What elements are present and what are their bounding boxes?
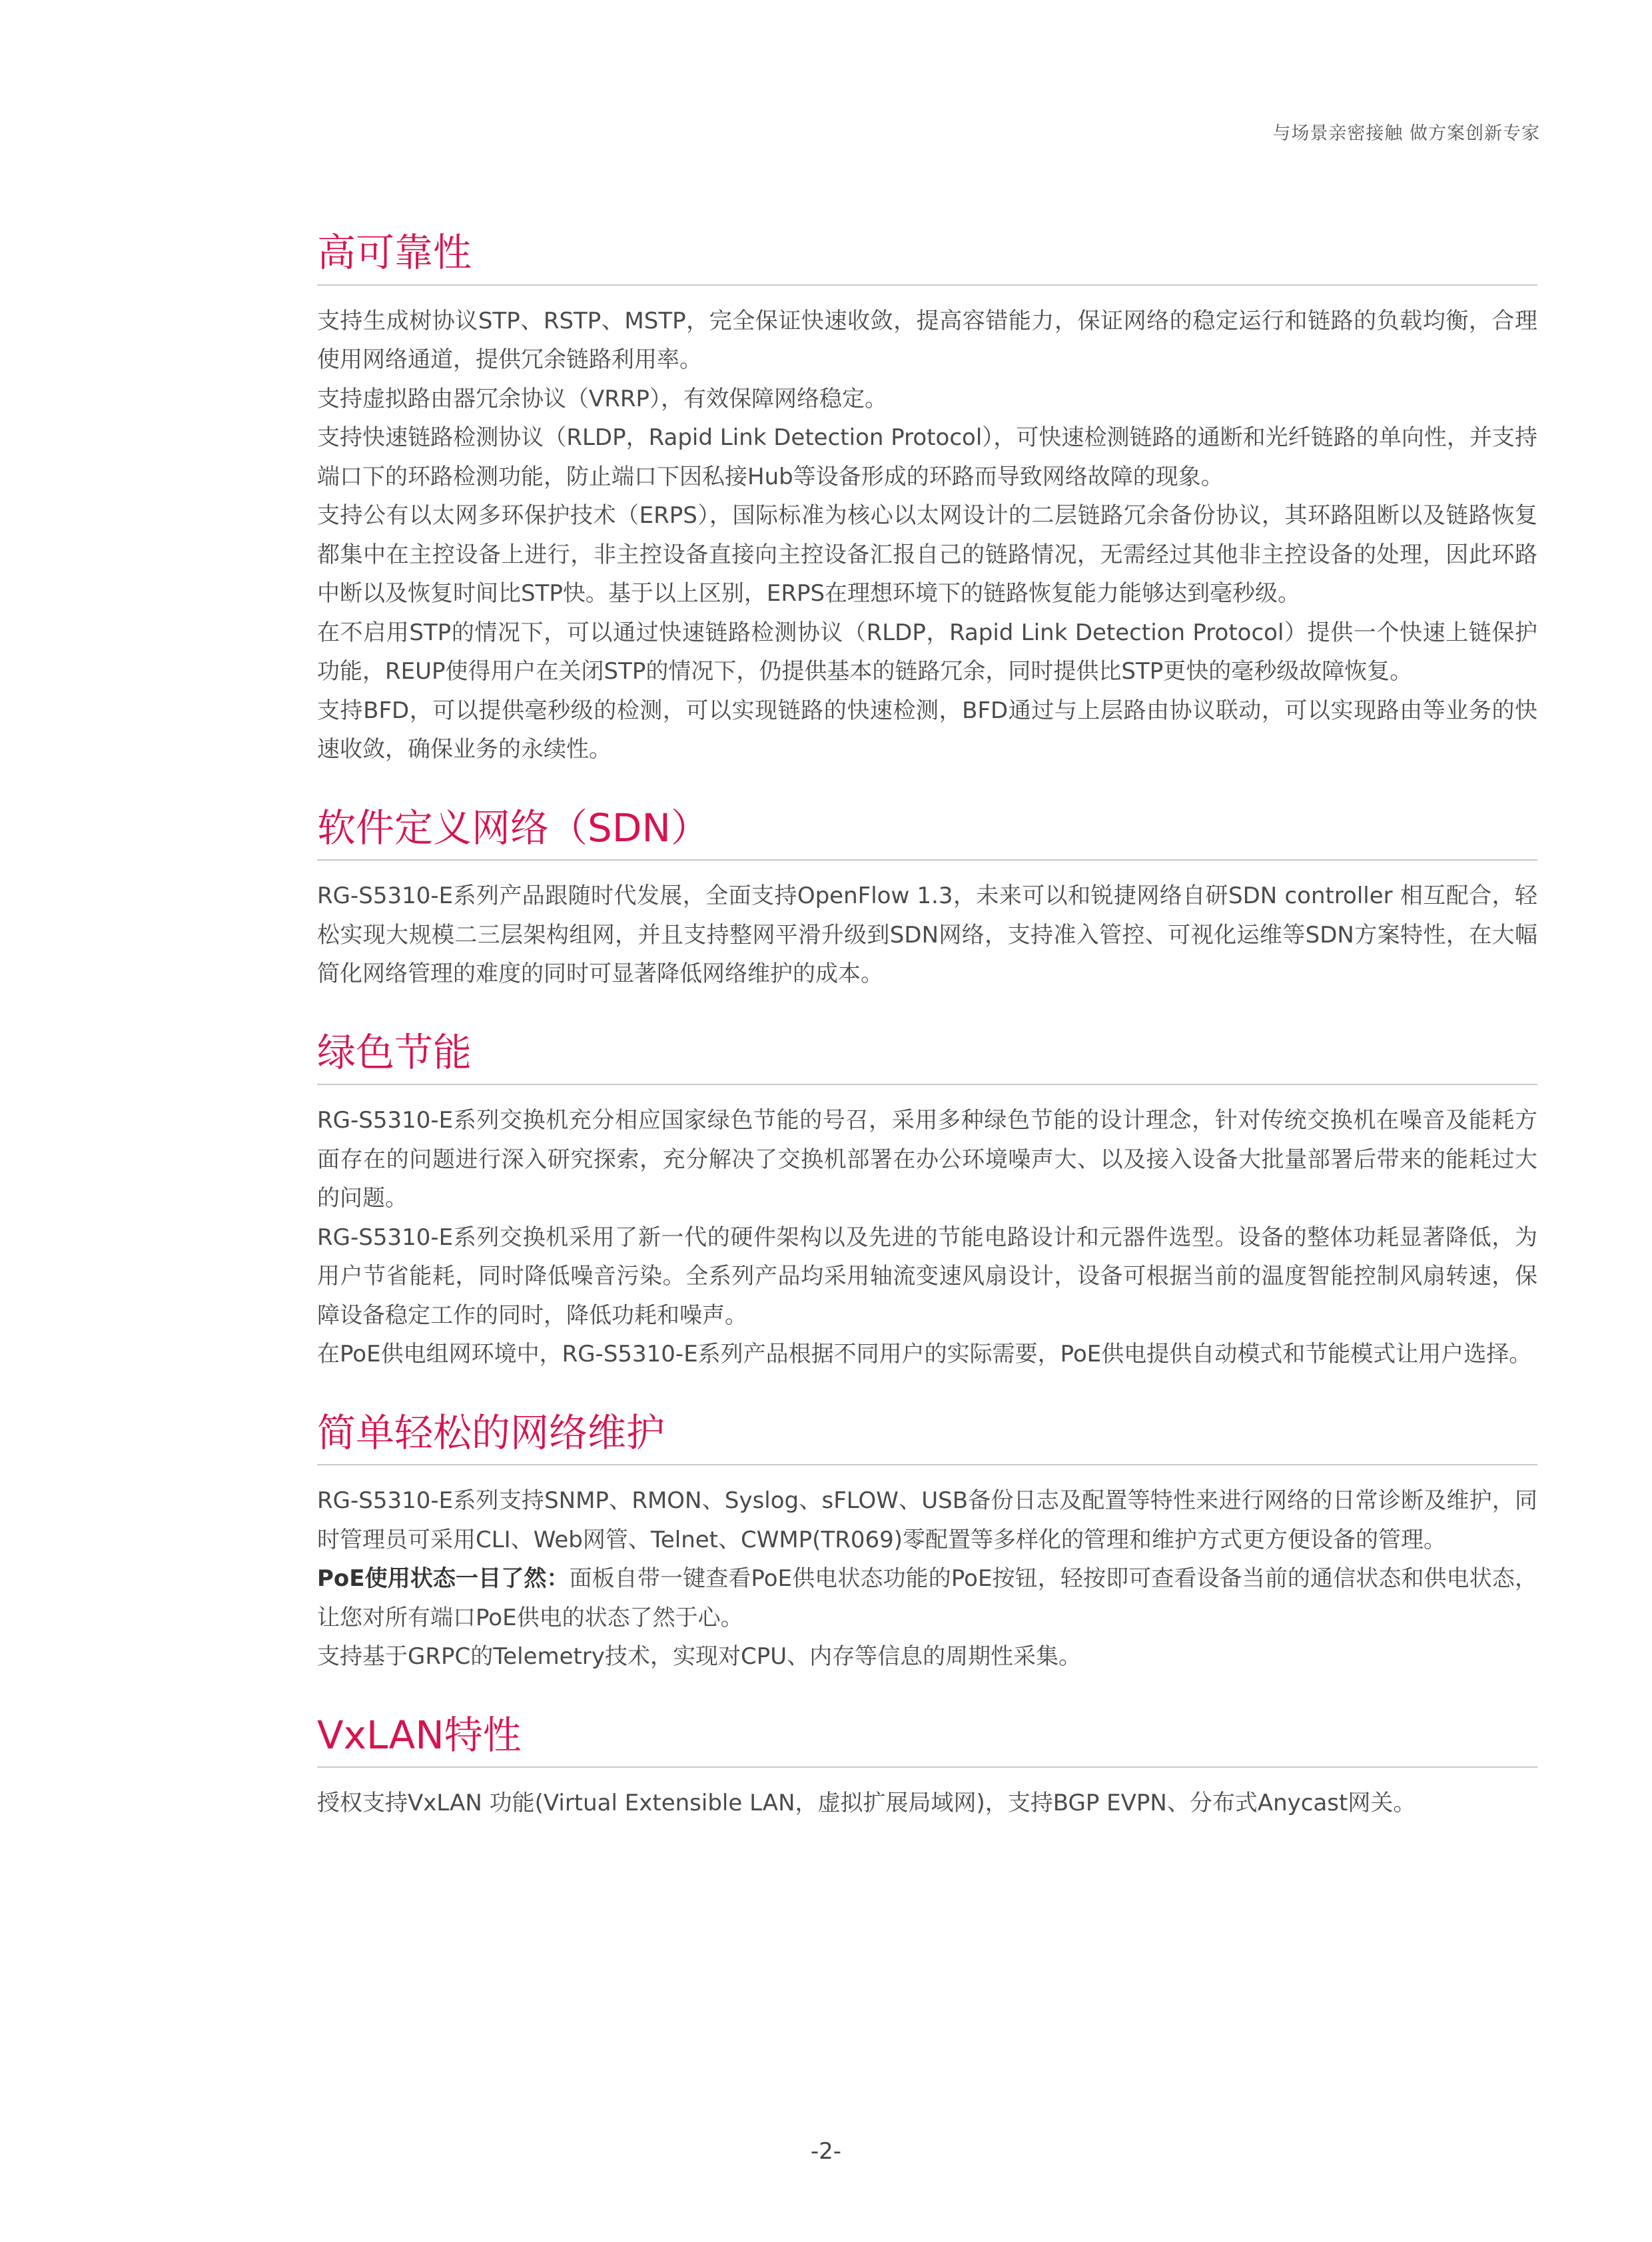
paragraph: 支持虚拟路由器冗余协议（VRRP），有效保障网络稳定。 (317, 385, 888, 412)
paragraph: RG-S5310-E系列支持SNMP、RMON、Syslog、sFLOW、USB备份日志及配置等特性来进行网络的日常诊断及维护，同时管理员可采用CLI、Web网管、Telnet、CWMP(TR069)零配置等多样化的管理和维护方式更方便设备的管理。 (317, 1487, 1537, 1553)
paragraph: 支持公有以太网多环保护技术（ERPS），国际标准为核心以太网设计的二层链路冗余备份协议，其环路阻断以及链路恢复都集中在主控设备上进行，非主控设备直接向主控设备汇报自己的链路情况，无需经过其他非主控设备的处理，因此环路中断以及恢复时间比STP快。基于以上区别，ERPS在理想环境下的链路恢复能力能够达到毫秒级。 (317, 502, 1537, 607)
section-title: 高可靠性 (317, 230, 1537, 286)
section-body (317, 877, 1537, 994)
paragraph-text: 面板自带一键查看PoE供电状态功能的PoE按钮，轻按即可查看设备当前的通信状态和供电状态，让您对所有端口PoE供电的状态了然于心。 (317, 1565, 1537, 1631)
paragraph: 支持基于GRPC的Telemetry技术，实现对CPU、内存等信息的周期性采集。 (317, 1643, 1082, 1671)
paragraph: 支持快速链路检测协议（RLDP，Rapid Link Detection Protocol），可快速检测链路的通断和光纤链路的单向性，并支持端口下的环路检测功能，防止端口下因私接Hub等设备形成的环路而导致网络故障的现象。 (317, 424, 1537, 490)
header-tagline: 与场景亲密接触 做方案创新专家 (1272, 123, 1540, 144)
paragraph-poe-status (317, 1559, 1537, 1637)
section-body (317, 302, 1537, 769)
section-body (317, 1101, 1537, 1374)
bold-lead: PoE使用状态一目了然： (317, 1565, 570, 1593)
section-vxlan (317, 1712, 1537, 1823)
paragraph: 支持生成树协议STP、RSTP、MSTP，完全保证快速收敛，提高容错能力，保证网络的稳定运行和链路的负载均衡，合理使用网络通道，提供冗余链路利用率。 (317, 307, 1537, 374)
paragraph: 支持BFD，可以提供毫秒级的检测，可以实现链路的快速检测，BFD通过与上层路由协议联动，可以实现路由等业务的快速收敛，确保业务的永续性。 (317, 697, 1537, 763)
paragraph: 在不启用STP的情况下，可以通过快速链路检测协议（RLDP，Rapid Link Detection Protocol）提供一个快速上链保护功能，REUP使得用户在关闭STP的情况下，仍提供基本的链路冗余，同时提供比STP更快的毫秒级故障恢复。 (317, 619, 1537, 685)
section-title: 简单轻松的网络维护 (317, 1410, 1537, 1466)
section-green-energy (317, 1030, 1537, 1374)
page-number: -2- (810, 2138, 842, 2165)
section-body (317, 1784, 1537, 1823)
paragraph: 在PoE供电组网环境中，RG-S5310-E系列产品根据不同用户的实际需要，PoE供电提供自动模式和节能模式让用户选择。 (317, 1341, 1532, 1368)
section-title: 绿色节能 (317, 1030, 1537, 1086)
section-sdn (317, 805, 1537, 994)
main-content (317, 230, 1537, 1859)
paragraph: RG-S5310-E系列交换机采用了新一代的硬件架构以及先进的节能电路设计和元器件选型。设备的整体功耗显著降低，为用户节省能耗，同时降低噪音污染。全系列产品均采用轴流变速风扇设计，设备可根据当前的温度智能控制风扇转速，保障设备稳定工作的同时，降低功耗和噪声。 (317, 1224, 1537, 1329)
paragraph: 授权支持VxLAN 功能(Virtual Extensible LAN，虚拟扩展局域网)，支持BGP EVPN、分布式Anycast网关。 (317, 1790, 1416, 1817)
section-high-reliability (317, 230, 1537, 769)
section-title: 软件定义网络（SDN） (317, 805, 1537, 861)
paragraph: RG-S5310-E系列产品跟随时代发展，全面支持OpenFlow 1.3，未来可以和锐捷网络自研SDN controller 相互配合，轻松实现大规模二三层架构组网，并且支持整网平滑升级到SDN网络，支持准入管控、可视化运维等SDN方案特性，在大幅简化网络管理的难度的同时可显著降低网络维护的成本。 (317, 883, 1537, 988)
section-body (317, 1481, 1537, 1677)
paragraph: RG-S5310-E系列交换机充分相应国家绿色节能的号召，采用多种绿色节能的设计理念，针对传统交换机在噪音及能耗方面存在的问题进行深入研究探索，充分解决了交换机部署在办公环境噪声大、以及接入设备大批量部署后带来的能耗过大的问题。 (317, 1107, 1537, 1212)
section-network-maintenance (317, 1410, 1537, 1677)
section-title: VxLAN特性 (317, 1712, 1537, 1768)
